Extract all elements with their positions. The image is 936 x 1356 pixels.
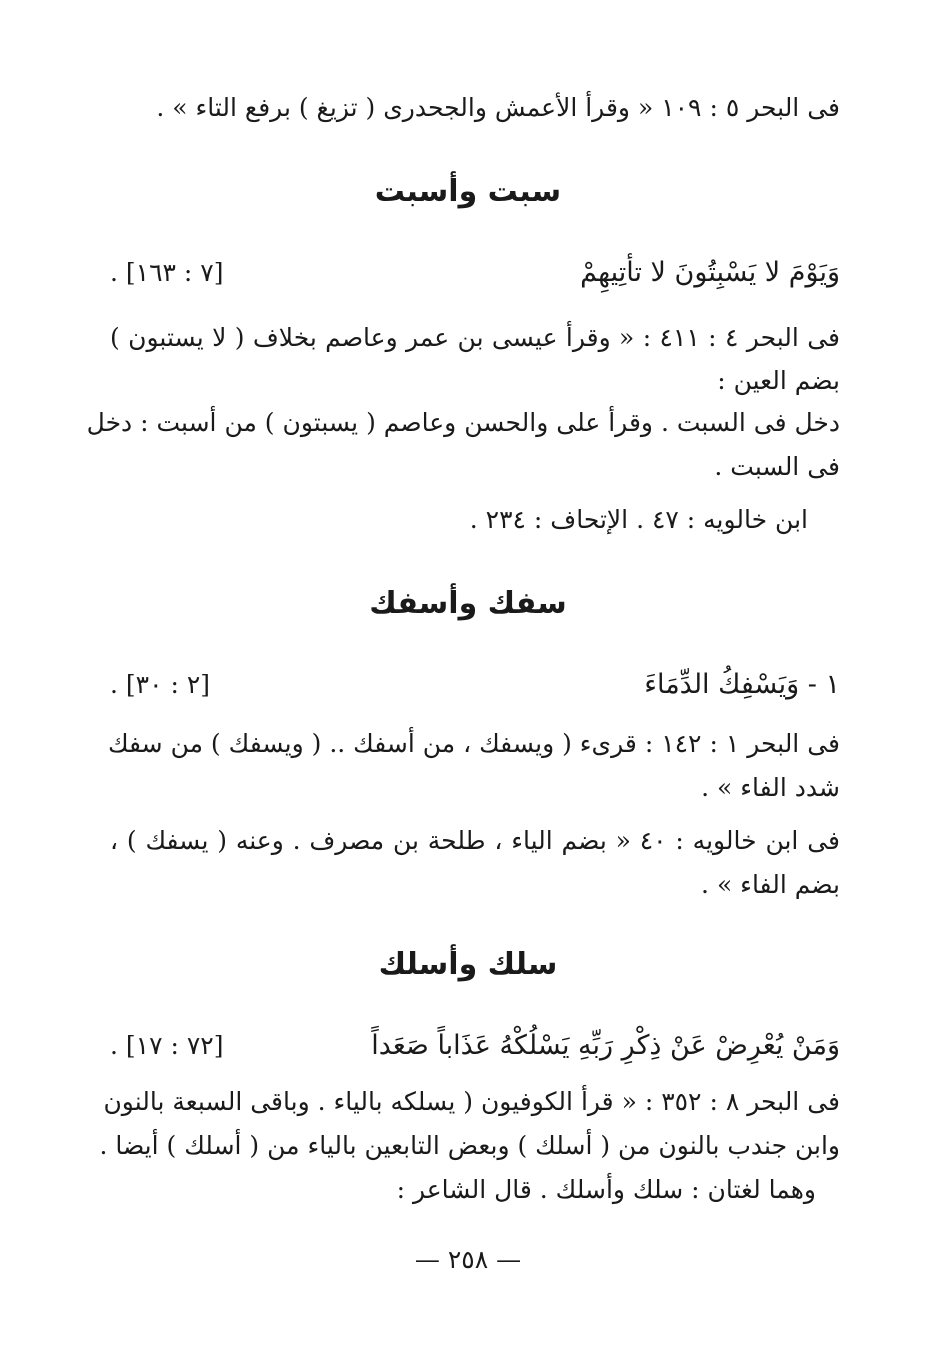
- body-line: وهما لغتان : سلك وأسلك . قال الشاعر :: [396, 1175, 816, 1204]
- section-heading-safak: سفك وأسفك: [369, 586, 567, 621]
- intro-line: فى البحر ٥ : ١٠٩ « وقرأ الأعمش والجحدرى ( تزيغ ) برفع التاء » .: [156, 93, 840, 122]
- verse-row-safak: [110, 666, 840, 704]
- quran-verse: وَيَوْمَ لا يَسْبِتُونَ لا تأتِيهِمْ: [580, 257, 840, 288]
- body-line: فى البحر ٨ : ٣٥٢ : « قرأ الكوفيون ( يسلكه بالياء . وباقى السبعة بالنون: [103, 1087, 840, 1116]
- body-line: بضم الفاء » .: [701, 870, 840, 899]
- body-line: فى البحر ٤ : ٤١١ : « وقرأ عيسى بن عمر وعاصم بخلاف ( لا يستبون ): [110, 323, 840, 352]
- verse-row-sabat: [110, 254, 840, 292]
- quran-verse: ١ - وَيَسْفِكُ الدِّمَاءَ: [644, 669, 840, 700]
- section-heading-salak: سلك وأسلك: [378, 947, 558, 982]
- body-line: دخل فى السبت . وقرأ على والحسن وعاصم ( يسبتون ) من أسبت : دخل: [86, 408, 840, 437]
- body-line: فى ابن خالويه : ٤٠ « بضم الياء ، طلحة بن مصرف . وعنه ( يسفك ) ،: [110, 826, 840, 855]
- body-line: بضم العين :: [717, 366, 840, 395]
- verse-reference: [٢ : ٣٠] .: [110, 670, 211, 699]
- verse-reference: [٧ : ١٦٣] .: [110, 258, 224, 287]
- verse-reference: [٧٢ : ١٧] .: [110, 1031, 224, 1060]
- section-heading-sabat: سبت وأسبت: [374, 174, 562, 209]
- body-line: فى السبت .: [714, 452, 840, 481]
- body-line: فى البحر ١ : ١٤٢ : قرىء ( ويسفك ، من أسفك .. ( ويسفك ) من سفك: [107, 729, 840, 758]
- verse-row-salak: [110, 1027, 840, 1065]
- body-line: ابن خالويه : ٤٧ . الإتحاف : ٢٣٤ .: [469, 505, 808, 534]
- body-line: شدد الفاء » .: [701, 773, 840, 802]
- page-number: — ٢٥٨ —: [414, 1245, 522, 1274]
- quran-verse: وَمَنْ يُعْرِضْ عَنْ ذِكْرِ رَبِّهِ يَسْلُكْهُ عَذَاباً صَعَداً: [371, 1030, 840, 1061]
- body-line: وابن جندب بالنون من ( أسلك ) وبعض التابعين بالياء من ( أسلك ) أيضا .: [99, 1131, 840, 1160]
